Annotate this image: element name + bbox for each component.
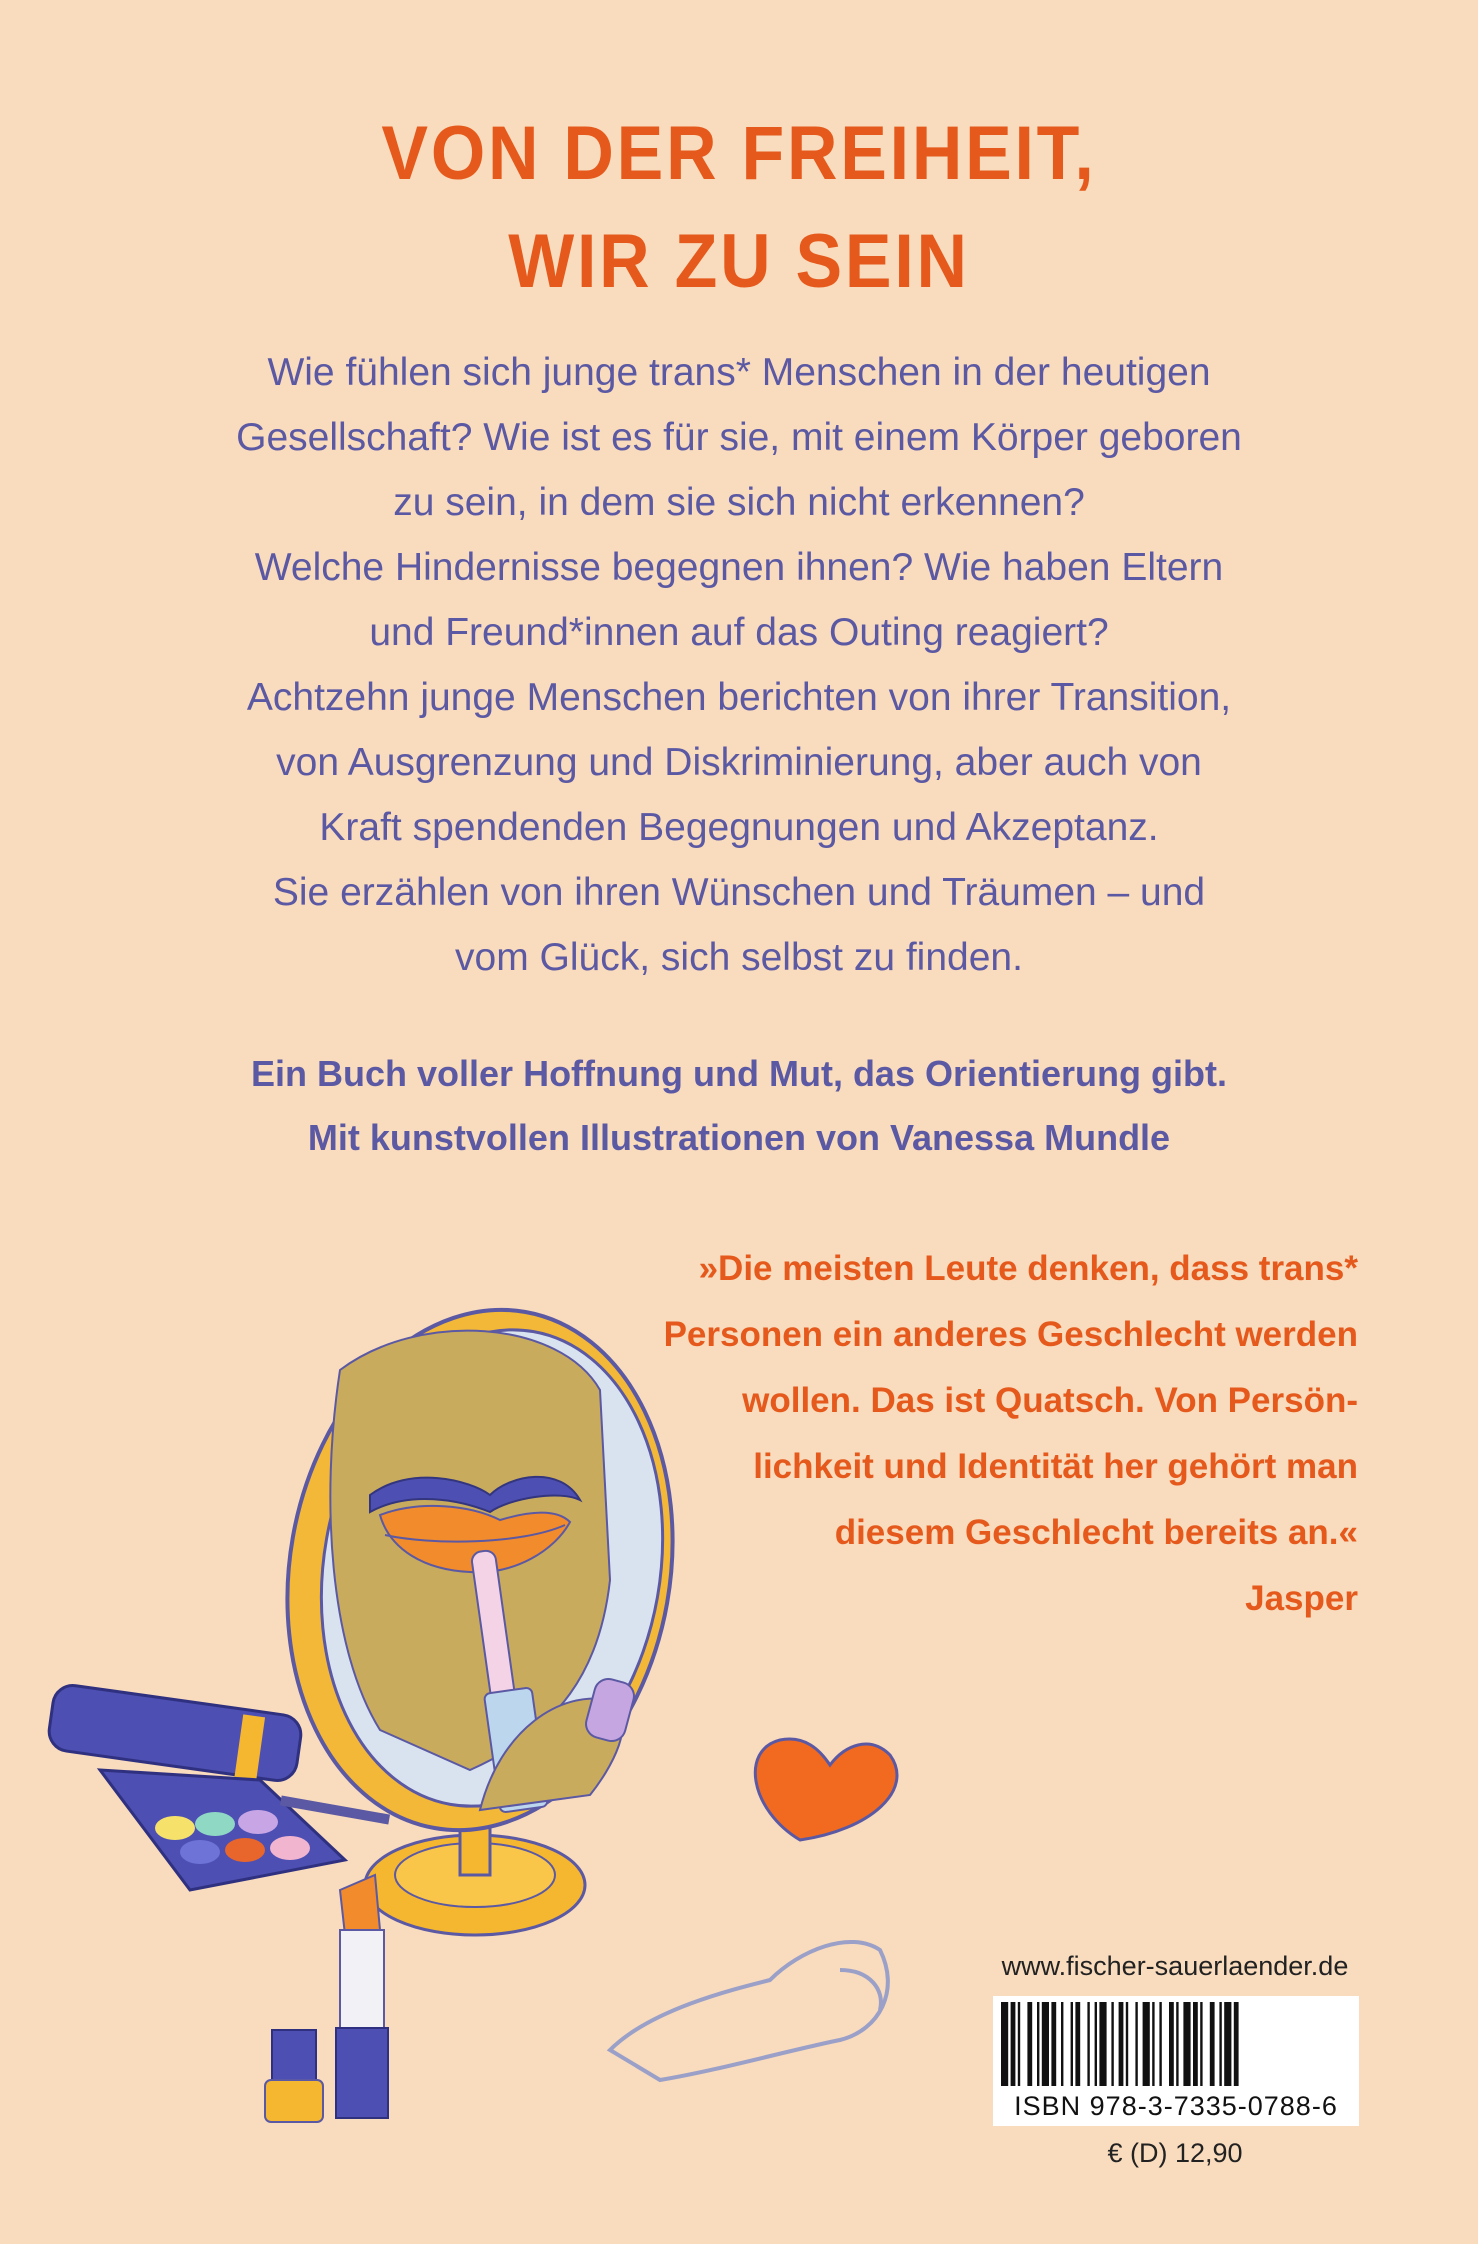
- headline-line-2: WIR ZU SEIN: [508, 219, 970, 304]
- quote-line: »Die meisten Leute denken, dass trans*: [698, 1249, 1358, 1288]
- barcode-icon: [1001, 2002, 1351, 2086]
- barcode-box: [993, 1996, 1359, 2126]
- quote-line: lichkeit und Identität her gehört man: [753, 1447, 1358, 1486]
- barcode-bar: [1111, 2002, 1113, 2086]
- barcode-bar: [1152, 2002, 1154, 2086]
- barcode-bar: [1169, 2002, 1174, 2086]
- heart-compact-icon: [755, 1739, 897, 1840]
- barcode-bar: [1061, 2002, 1063, 2086]
- barcode-bar: [1037, 2002, 1039, 2086]
- barcode-bar: [1071, 2002, 1073, 2086]
- tagline-line-2: Mit kunstvollen Illustrationen von Vanessa Mundle: [307, 1117, 1171, 1158]
- barcode-bar: [1011, 2002, 1016, 2086]
- barcode-bar: [1183, 2002, 1190, 2086]
- barcode-bar: [1224, 2002, 1231, 2086]
- mascara-tube-icon: [47, 1683, 304, 1783]
- barcode-bar: [1027, 2002, 1032, 2086]
- eyelash-curler-icon: [610, 1942, 888, 2080]
- barcode-bar: [1193, 2002, 1198, 2086]
- eyeshadow-palette-icon: [100, 1770, 345, 1890]
- barcode-bar: [1001, 2002, 1008, 2086]
- blurb-line: Gesellschaft? Wie ist es für sie, mit einem Körper geboren: [236, 416, 1242, 459]
- barcode-bar: [1042, 2002, 1049, 2086]
- barcode-bar: [1018, 2002, 1020, 2086]
- barcode-bar: [1051, 2002, 1056, 2086]
- barcode-bar: [1176, 2002, 1178, 2086]
- blurb-line: vom Glück, sich selbst zu finden.: [455, 936, 1023, 979]
- blurb-line: Achtzehn junge Menschen berichten von ihrer Transition,: [246, 676, 1232, 719]
- barcode-bar: [1075, 2002, 1080, 2086]
- blurb-line: zu sein, in dem sie sich nicht erkennen?: [393, 481, 1085, 524]
- price: € (D) 12,90: [1107, 2138, 1243, 2168]
- testimonial-quote: [598, 1236, 1358, 1632]
- barcode-bar: [1200, 2002, 1202, 2086]
- blurb-line: Kraft spendenden Begegnungen und Akzeptanz.: [319, 806, 1159, 849]
- blurb-line: Wie fühlen sich junge trans* Menschen in der heutigen: [267, 351, 1211, 394]
- quote-line: wollen. Das ist Quatsch. Von Persön-: [742, 1381, 1358, 1420]
- barcode-bar: [1234, 2002, 1239, 2086]
- tagline-line-1: Ein Buch voller Hoffnung und Mut, das Orientierung gibt.: [251, 1053, 1227, 1094]
- quote-line: Personen ein anderes Geschlecht werden: [663, 1315, 1358, 1354]
- publisher-url[interactable]: www.fischer-sauerlaender.de: [1001, 1951, 1349, 1981]
- barcode-bar: [1119, 2002, 1124, 2086]
- barcode-bar: [1219, 2002, 1221, 2086]
- blurb-line: Sie erzählen von ihren Wünschen und Träumen – und: [272, 871, 1206, 914]
- barcode-bar: [1159, 2002, 1161, 2086]
- barcode-bar: [1099, 2002, 1106, 2086]
- nail-polish-icon: [265, 2030, 323, 2122]
- quote-line: diesem Geschlecht bereits an.«: [834, 1513, 1358, 1552]
- barcode-bar: [1126, 2002, 1128, 2086]
- quote-author: Jasper: [1245, 1579, 1358, 1618]
- blurb-line: von Ausgrenzung und Diskriminierung, aber auch von: [276, 741, 1202, 784]
- blurb-line: Welche Hindernisse begegnen ihnen? Wie haben Eltern: [254, 546, 1224, 589]
- barcode-bar: [1135, 2002, 1137, 2086]
- headline: [59, 100, 1419, 316]
- barcode-bar: [1087, 2002, 1089, 2086]
- barcode-bar: [1143, 2002, 1150, 2086]
- tagline: [0, 1042, 1478, 1170]
- barcode-bar: [1095, 2002, 1097, 2086]
- headline-line-1: VON DER FREIHEIT,: [381, 111, 1097, 196]
- isbn: ISBN 978-3-7335-0788-6: [1014, 2091, 1338, 2121]
- blurb-line: und Freund*innen auf das Outing reagiert?: [369, 611, 1109, 654]
- barcode-bar: [1210, 2002, 1215, 2086]
- blurb-paragraph: [0, 340, 1478, 990]
